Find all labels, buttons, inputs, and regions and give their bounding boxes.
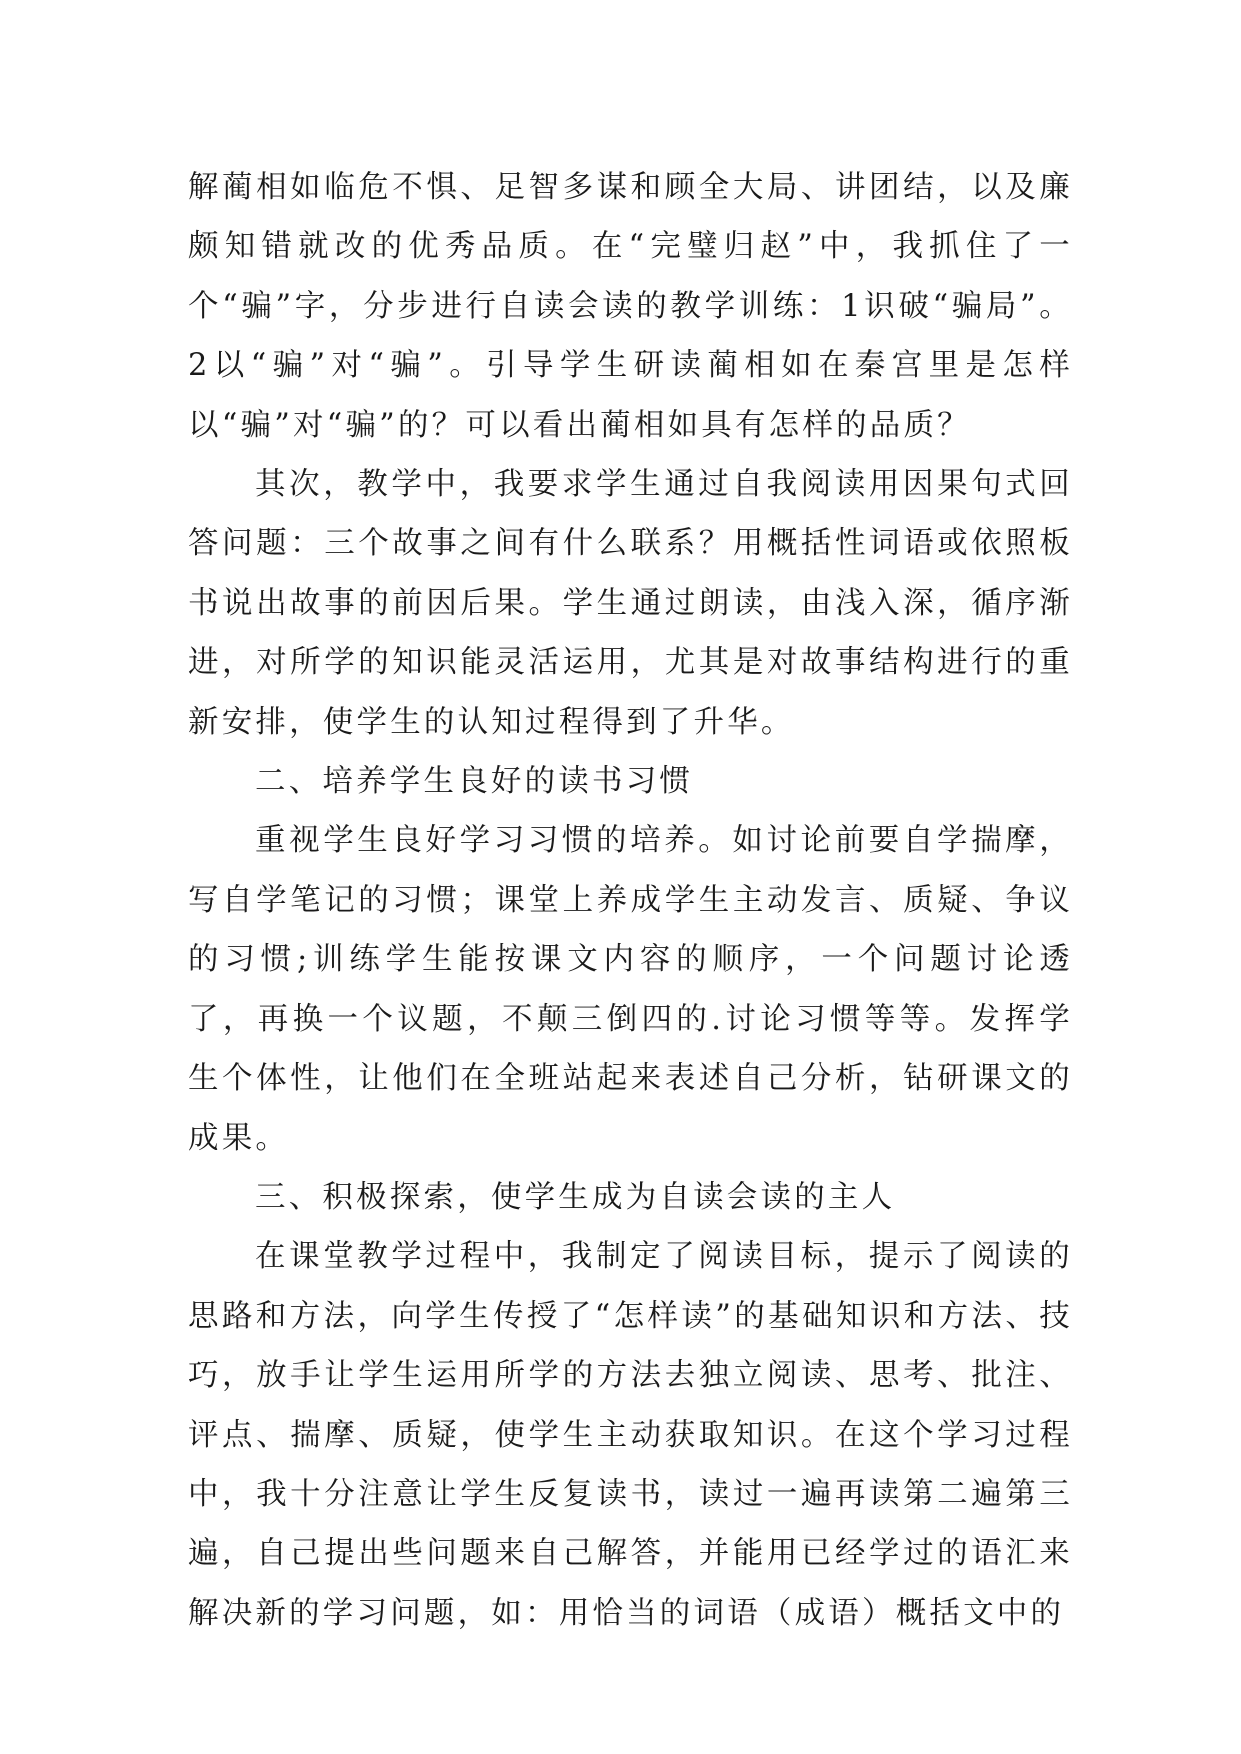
section-heading-reading-habits: 二、培养学生良好的读书习惯 — [255, 764, 694, 800]
document-body — [188, 158, 1073, 1643]
paragraph-cause-effect: 其次，教学中，我要求学生通过自我阅读用因果句式回答问题：三个故事之间有什么联系？用概括性词语或依照板书说出故事的前因后果。学生通过朗读，由浅入深，循序渐进，对所学的知识能灵活运用，尤其是对故事结构进行的重新安排，使学生的认知过程得到了升华。 — [188, 467, 1073, 740]
paragraph-reading-habits: 重视学生良好学习习惯的培养。如讨论前要自学揣摩，写自学笔记的习惯；课堂上养成学生主动发言、质疑、争议的习惯;训练学生能按课文内容的顺序，一个问题讨论透了，再换一个议题，不颠三倒四的.讨论习惯等等。发挥学生个体性，让他们在全班站起来表述自己分析，钻研课文的成果。 — [188, 823, 1073, 1156]
paragraph-active-exploration: 在课堂教学过程中，我制定了阅读目标，提示了阅读的思路和方法，向学生传授了“怎样读”的基础知识和方法、技巧，放手让学生运用所学的方法去独立阅读、思考、批注、评点、揣摩、质疑，使学生主动获取知识。在这个学习过程中，我十分注意让学生反复读书，读过一遍再读第二遍第三遍，自己提出些问题来自己解答，并能用已经学过的语汇来解决新的学习问题，如：用恰当的词语（成语）概括文中的 — [188, 1239, 1073, 1631]
paragraph-continuation: 解蔺相如临危不惧、足智多谋和顾全大局、讲团结，以及廉颇知错就改的优秀品质。在“完璧归赵”中，我抓住了一个“骗”字，分步进行自读会读的教学训练：1识破“骗局”。2以“骗”对“骗”。引导学生研读蔺相如在秦宫里是怎样以“骗”对“骗”的？可以看出蔺相如具有怎样的品质？ — [188, 170, 1073, 443]
section-heading-active-exploration: 三、积极探索，使学生成为自读会读的主人 — [255, 1179, 896, 1215]
